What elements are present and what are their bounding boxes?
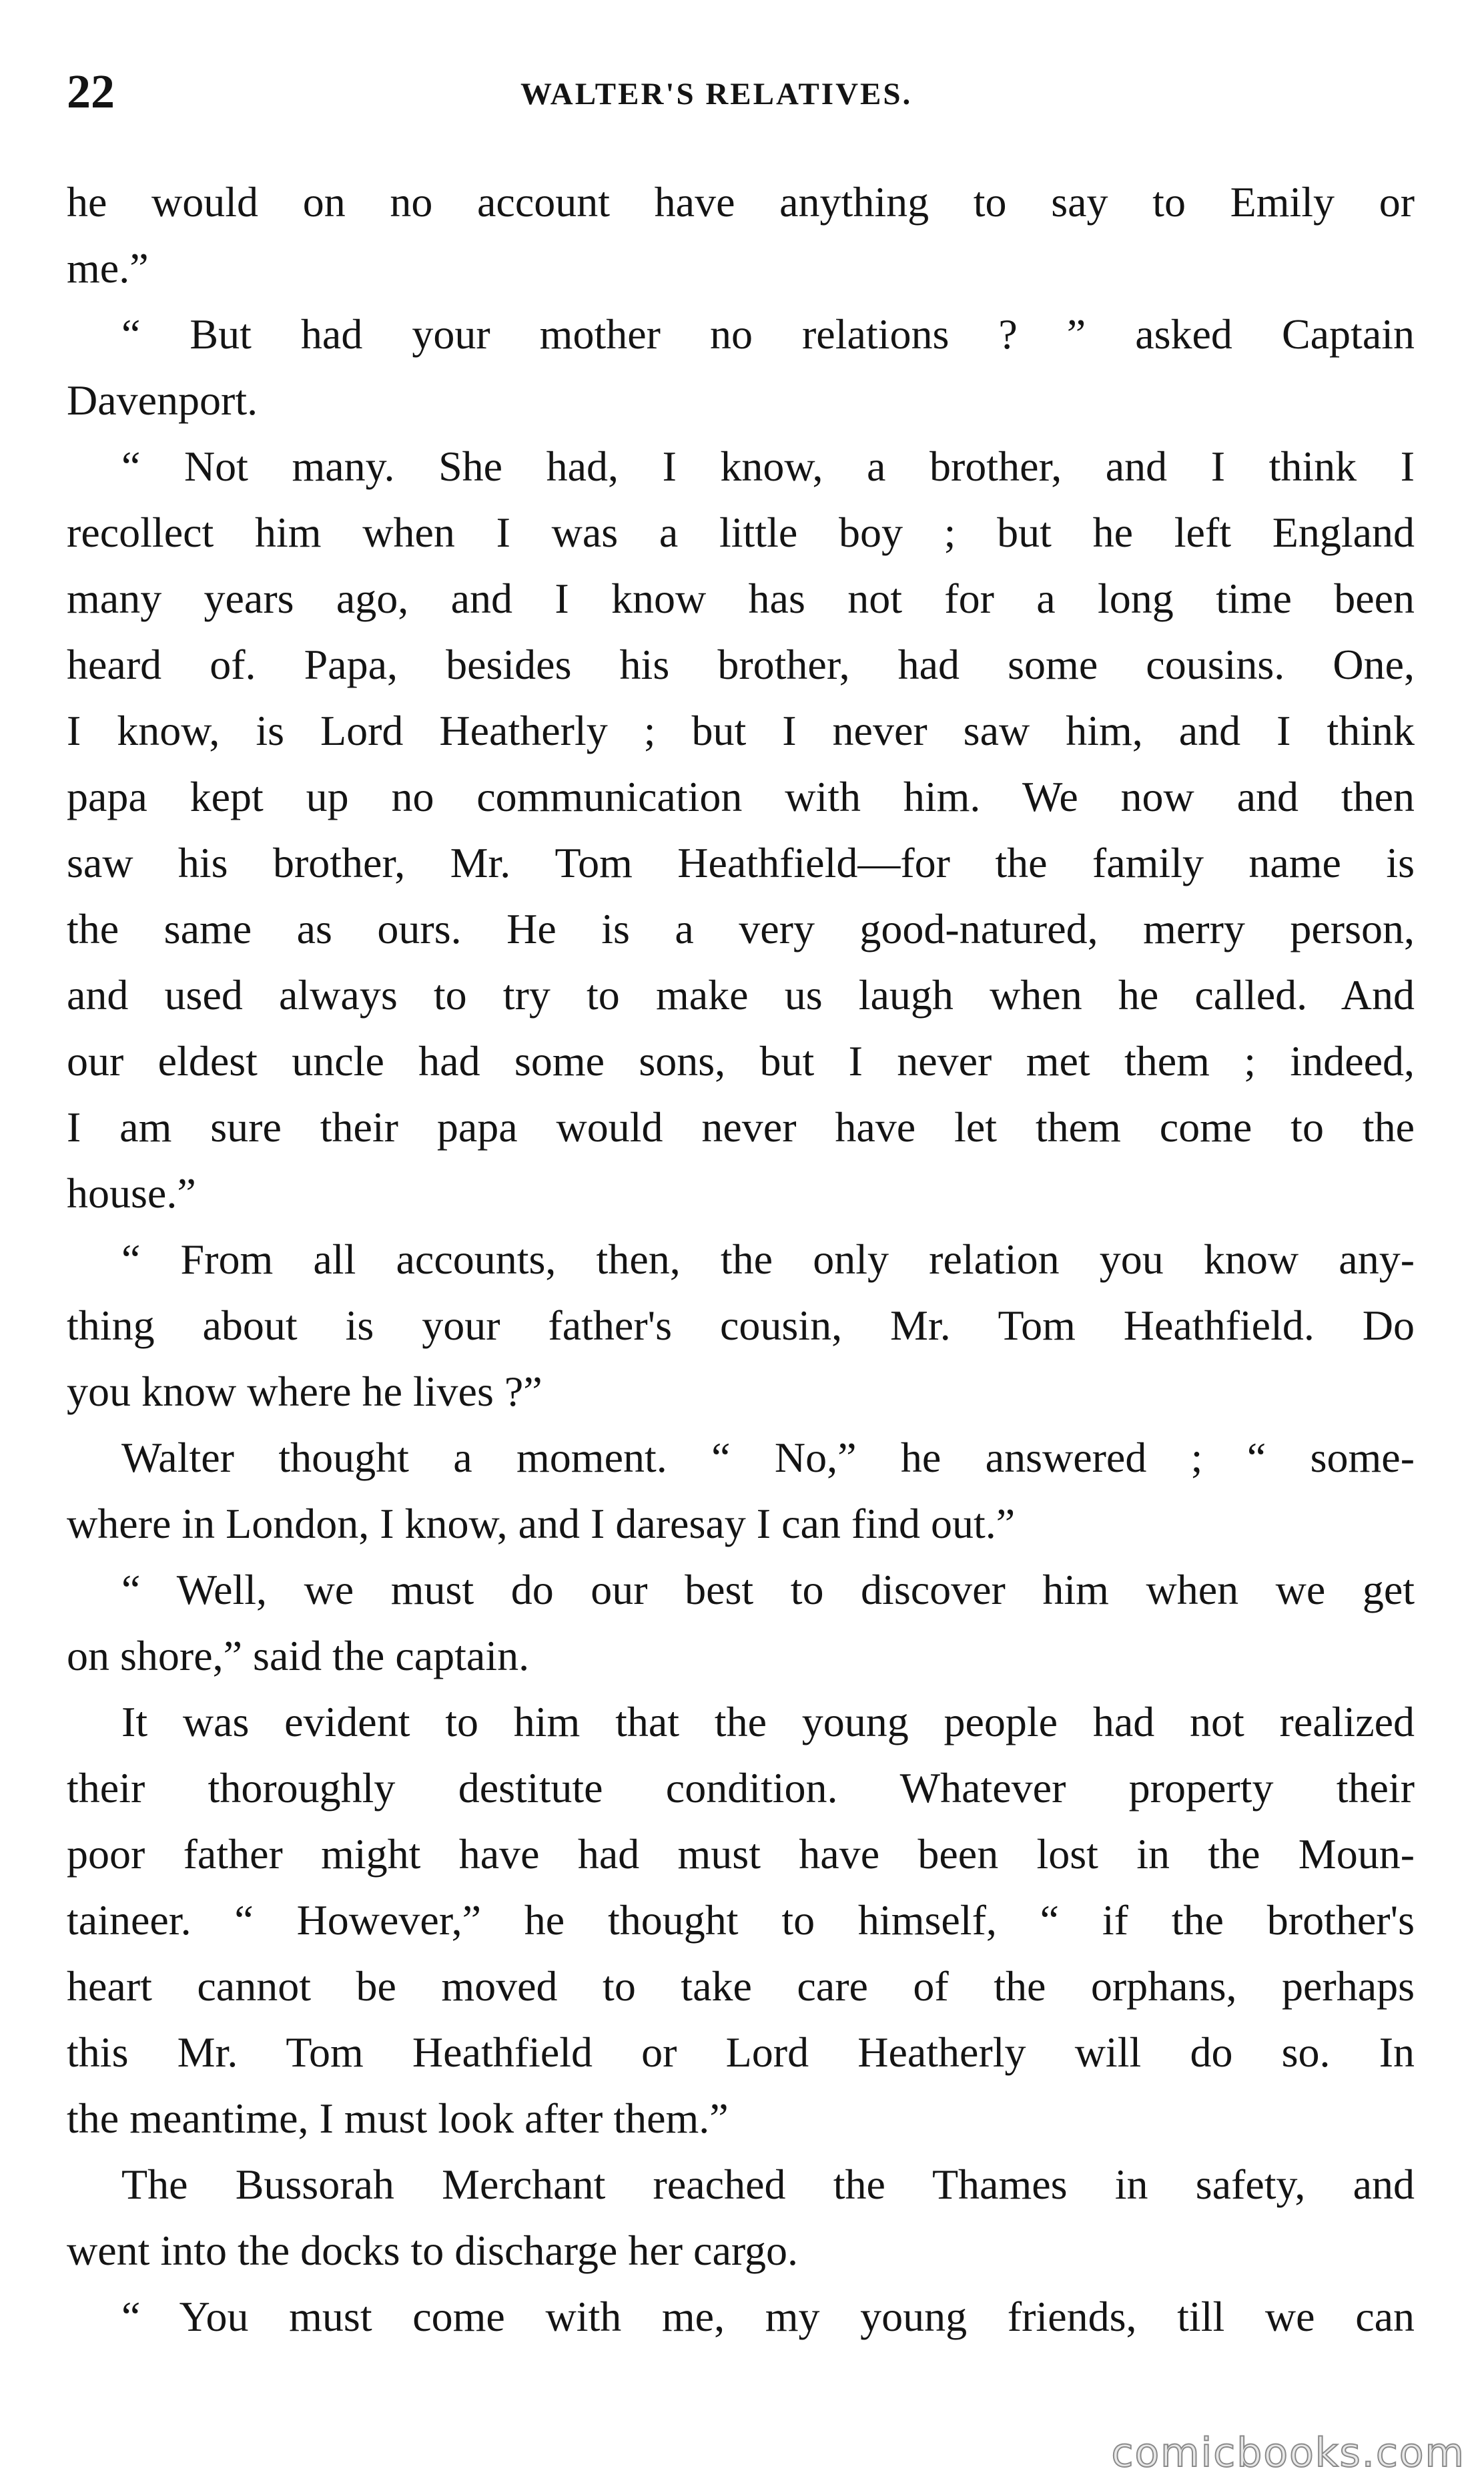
text-line: poor father might have had must have been lost in the Moun-	[67, 1830, 1415, 1878]
text-line: went into the docks to discharge her cargo.	[67, 2227, 798, 2274]
text-line: Davenport.	[67, 376, 258, 424]
text-line: heart cannot be moved to take care of the orphans, perhaps	[67, 1962, 1415, 2010]
text-line: this Mr. Tom Heathfield or Lord Heatherly will do so. In	[67, 2028, 1415, 2076]
text-line: the meantime, I must look after them.”	[67, 2095, 729, 2142]
text-line: their thoroughly destitute condition. Whatever property their	[67, 1764, 1415, 1812]
text-line: heard of. Papa, besides his brother, had some cousins. One,	[67, 641, 1415, 688]
text-line: I know, is Lord Heatherly ; but I never saw him, and I think	[67, 707, 1415, 754]
page-number: 22	[67, 65, 115, 118]
text-line: “ From all accounts, then, the only relation you know any-	[121, 1235, 1415, 1283]
text-line: “ But had your mother no relations ? ” asked Captain	[121, 310, 1415, 358]
text-line: on shore,” said the captain.	[67, 1632, 530, 1679]
text-line: “ Not many. She had, I know, a brother, and I think I	[121, 443, 1415, 490]
text-line: I am sure their papa would never have let them come to the	[67, 1103, 1415, 1151]
text-line: thing about is your father's cousin, Mr. Tom Heathfield. Do	[67, 1302, 1415, 1349]
text-line: and used always to try to make us laugh when he called. And	[67, 971, 1415, 1019]
text-line: taineer. “ However,” he thought to himself, “ if the brother's	[67, 1896, 1415, 1944]
text-line: recollect him when I was a little boy ; but he left England	[67, 509, 1415, 556]
text-line: Walter thought a moment. “ No,” he answered ; “ some-	[121, 1434, 1415, 1481]
page-header	[67, 61, 1415, 121]
text-line: you know where he lives ?”	[67, 1368, 542, 1415]
text-line: house.”	[67, 1169, 196, 1217]
text-line: many years ago, and I know has not for a long time been	[67, 575, 1415, 622]
text-line: “ You must come with me, my young friends, till we can	[121, 2293, 1415, 2340]
text-line: our eldest uncle had some sons, but I never met them ; indeed,	[67, 1037, 1415, 1085]
text-line: the same as ours. He is a very good-natured, merry person,	[67, 905, 1415, 952]
text-line: It was evident to him that the young people had not realized	[121, 1698, 1415, 1745]
text-line: where in London, I know, and I daresay I can find out.”	[67, 1500, 1016, 1547]
watermark: comicbooks.com	[1111, 2430, 1465, 2476]
text-line: me.”	[67, 244, 149, 292]
body-text	[67, 169, 1415, 2349]
text-line: “ Well, we must do our best to discover him when we get	[121, 1566, 1415, 1613]
text-line: he would on no account have anything to say to Emily or	[67, 178, 1415, 226]
text-line: The Bussorah Merchant reached the Thames in safety, and	[121, 2161, 1415, 2208]
text-line: papa kept up no communication with him. We now and then	[67, 773, 1415, 820]
text-line: saw his brother, Mr. Tom Heathfield—for the family name is	[67, 839, 1415, 886]
running-head: WALTER'S RELATIVES.	[520, 77, 913, 111]
